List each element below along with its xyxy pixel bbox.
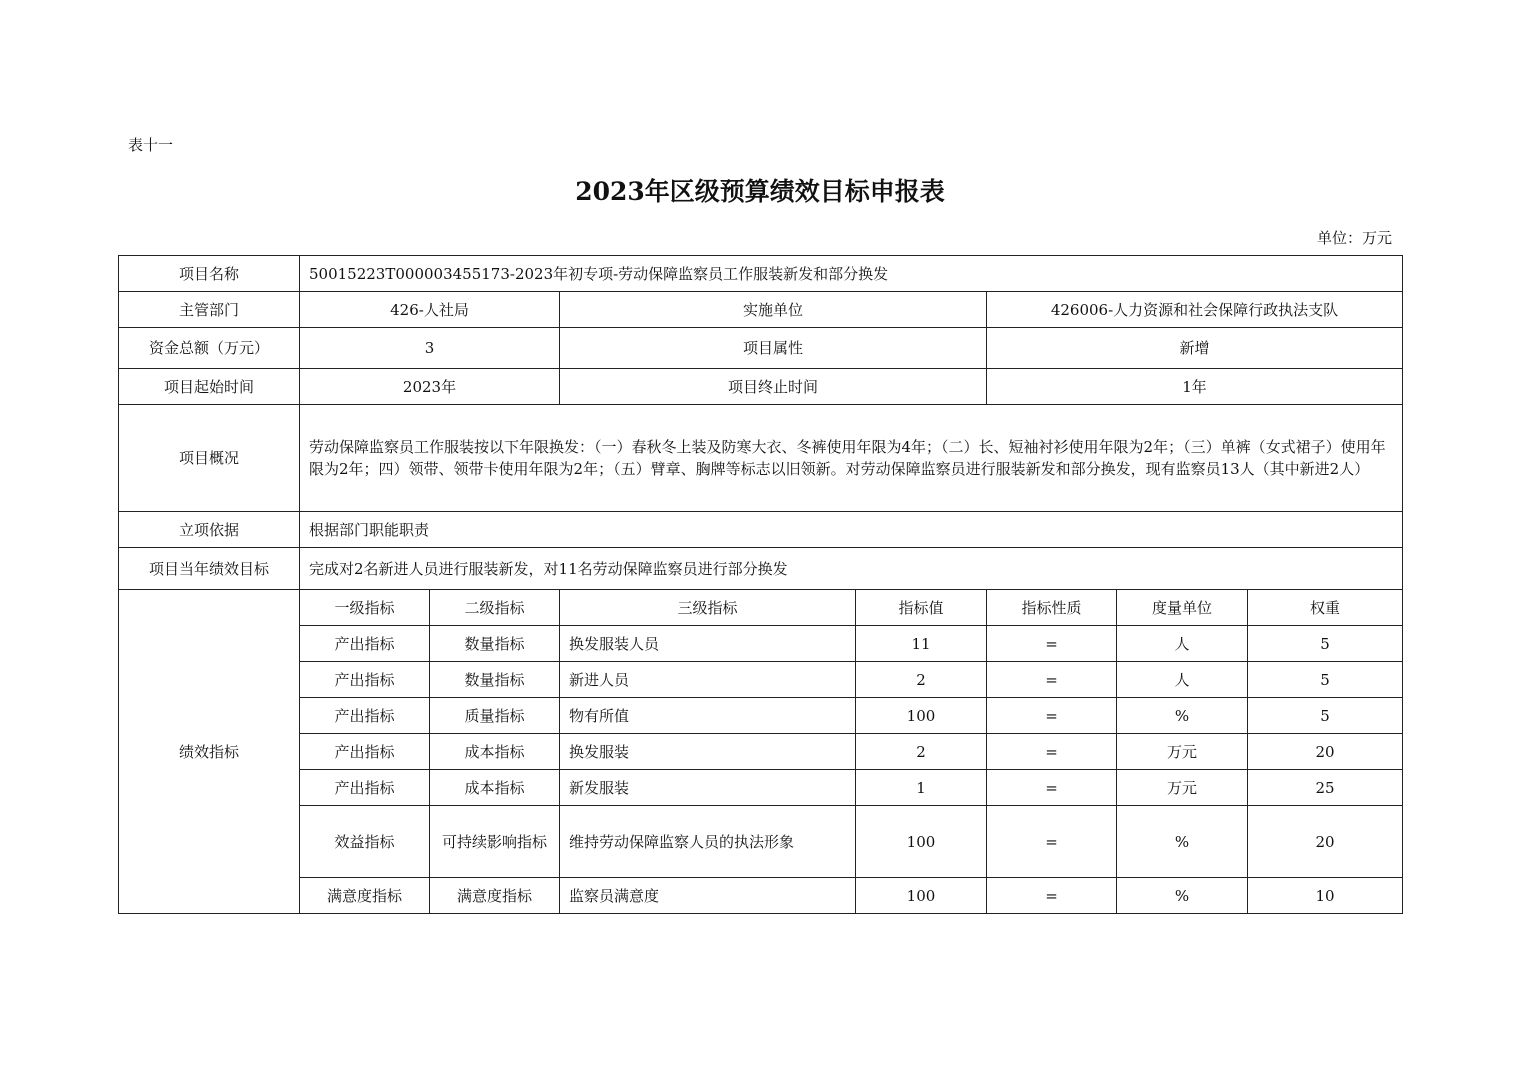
value-cell: 100: [856, 878, 987, 914]
row-overview: [119, 405, 1403, 512]
funds-value: 3: [300, 328, 560, 369]
basis-value: 根据部门职能职责: [300, 512, 1403, 548]
table-row: [119, 698, 1403, 734]
unit-cell: %: [1117, 698, 1248, 734]
nature-cell: =: [987, 770, 1117, 806]
unit-cell: %: [1117, 878, 1248, 914]
indicators-label: 绩效指标: [119, 590, 300, 914]
overview-label: 项目概况: [119, 405, 300, 512]
level3-cell: 监察员满意度: [560, 878, 856, 914]
project-name-value: 50015223T000003455173-2023年初专项-劳动保障监察员工作服装新发和部分换发: [300, 256, 1403, 292]
project-attr-value: 新增: [987, 328, 1403, 369]
level3-cell: 换发服装人员: [560, 626, 856, 662]
value-cell: 2: [856, 662, 987, 698]
page-title: 2023年区级预算绩效目标申报表: [575, 177, 945, 206]
goal-value: 完成对2名新进人员进行服装新发，对11名劳动保障监察员进行部分换发: [300, 548, 1403, 590]
weight-cell: 5: [1248, 698, 1403, 734]
level1-cell: 产出指标: [300, 770, 430, 806]
value-cell: 100: [856, 698, 987, 734]
weight-cell: 5: [1248, 626, 1403, 662]
impl-unit-value: 426006-人力资源和社会保障行政执法支队: [987, 292, 1403, 328]
indicator-header: 指标性质: [987, 590, 1117, 626]
row-project-name: [119, 256, 1403, 292]
budget-form-table: [118, 255, 1403, 914]
table-row: [119, 770, 1403, 806]
level3-cell: 物有所值: [560, 698, 856, 734]
nature-cell: =: [987, 698, 1117, 734]
weight-cell: 20: [1248, 806, 1403, 878]
level2-cell: 数量指标: [430, 662, 560, 698]
indicator-header-row: [119, 590, 1403, 626]
unit-cell: %: [1117, 806, 1248, 878]
basis-label: 立项依据: [119, 512, 300, 548]
indicator-header: 三级指标: [560, 590, 856, 626]
level3-cell: 换发服装: [560, 734, 856, 770]
end-time-value: 1年: [987, 369, 1403, 405]
row-funds: [119, 328, 1403, 369]
level2-cell: 数量指标: [430, 626, 560, 662]
table-row: [119, 878, 1403, 914]
weight-cell: 10: [1248, 878, 1403, 914]
value-cell: 11: [856, 626, 987, 662]
unit-label: 单位：万元: [1316, 229, 1392, 247]
nature-cell: =: [987, 878, 1117, 914]
start-time-label: 项目起始时间: [119, 369, 300, 405]
level2-cell: 质量指标: [430, 698, 560, 734]
level1-cell: 效益指标: [300, 806, 430, 878]
level3-cell: 维持劳动保障监察人员的执法形象: [560, 806, 856, 878]
indicator-header: 度量单位: [1117, 590, 1248, 626]
level2-cell: 成本指标: [430, 770, 560, 806]
project-attr-label: 项目属性: [560, 328, 987, 369]
row-goal: [119, 548, 1403, 590]
table-row: [119, 662, 1403, 698]
unit-cell: 人: [1117, 626, 1248, 662]
funds-label: 资金总额（万元）: [119, 328, 300, 369]
nature-cell: =: [987, 734, 1117, 770]
row-dept: [119, 292, 1403, 328]
unit-cell: 万元: [1117, 770, 1248, 806]
start-time-value: 2023年: [300, 369, 560, 405]
level1-cell: 产出指标: [300, 698, 430, 734]
unit-cell: 人: [1117, 662, 1248, 698]
table-number: 表十一: [128, 136, 174, 154]
value-cell: 1: [856, 770, 987, 806]
indicator-header: 权重: [1248, 590, 1403, 626]
nature-cell: =: [987, 806, 1117, 878]
table-row: [119, 626, 1403, 662]
level2-cell: 满意度指标: [430, 878, 560, 914]
row-basis: [119, 512, 1403, 548]
goal-label: 项目当年绩效目标: [119, 548, 300, 590]
indicator-header: 二级指标: [430, 590, 560, 626]
level3-cell: 新进人员: [560, 662, 856, 698]
end-time-label: 项目终止时间: [560, 369, 987, 405]
level2-cell: 可持续影响指标: [430, 806, 560, 878]
table-row: [119, 734, 1403, 770]
level1-cell: 满意度指标: [300, 878, 430, 914]
table-row: [119, 806, 1403, 878]
impl-unit-label: 实施单位: [560, 292, 987, 328]
nature-cell: =: [987, 662, 1117, 698]
level1-cell: 产出指标: [300, 626, 430, 662]
dept-label: 主管部门: [119, 292, 300, 328]
project-name-label: 项目名称: [119, 256, 300, 292]
unit-cell: 万元: [1117, 734, 1248, 770]
overview-value: 劳动保障监察员工作服装按以下年限换发：（一）春秋冬上装及防寒大衣、冬裤使用年限为4年；（二）长、短袖衬衫使用年限为2年；（三）单裤（女式裙子）使用年限为2年；四）领带、领带卡使用年限为2年；（五）臂章、胸牌等标志以旧领新。对劳动保障监察员进行服装新发和部分换发，现有监察员13人（其中新进2人）: [300, 405, 1403, 512]
value-cell: 100: [856, 806, 987, 878]
weight-cell: 5: [1248, 662, 1403, 698]
weight-cell: 20: [1248, 734, 1403, 770]
row-time: [119, 369, 1403, 405]
dept-value: 426-人社局: [300, 292, 560, 328]
level2-cell: 成本指标: [430, 734, 560, 770]
level1-cell: 产出指标: [300, 662, 430, 698]
weight-cell: 25: [1248, 770, 1403, 806]
value-cell: 2: [856, 734, 987, 770]
indicator-header: 一级指标: [300, 590, 430, 626]
nature-cell: =: [987, 626, 1117, 662]
indicator-header: 指标值: [856, 590, 987, 626]
level3-cell: 新发服装: [560, 770, 856, 806]
level1-cell: 产出指标: [300, 734, 430, 770]
